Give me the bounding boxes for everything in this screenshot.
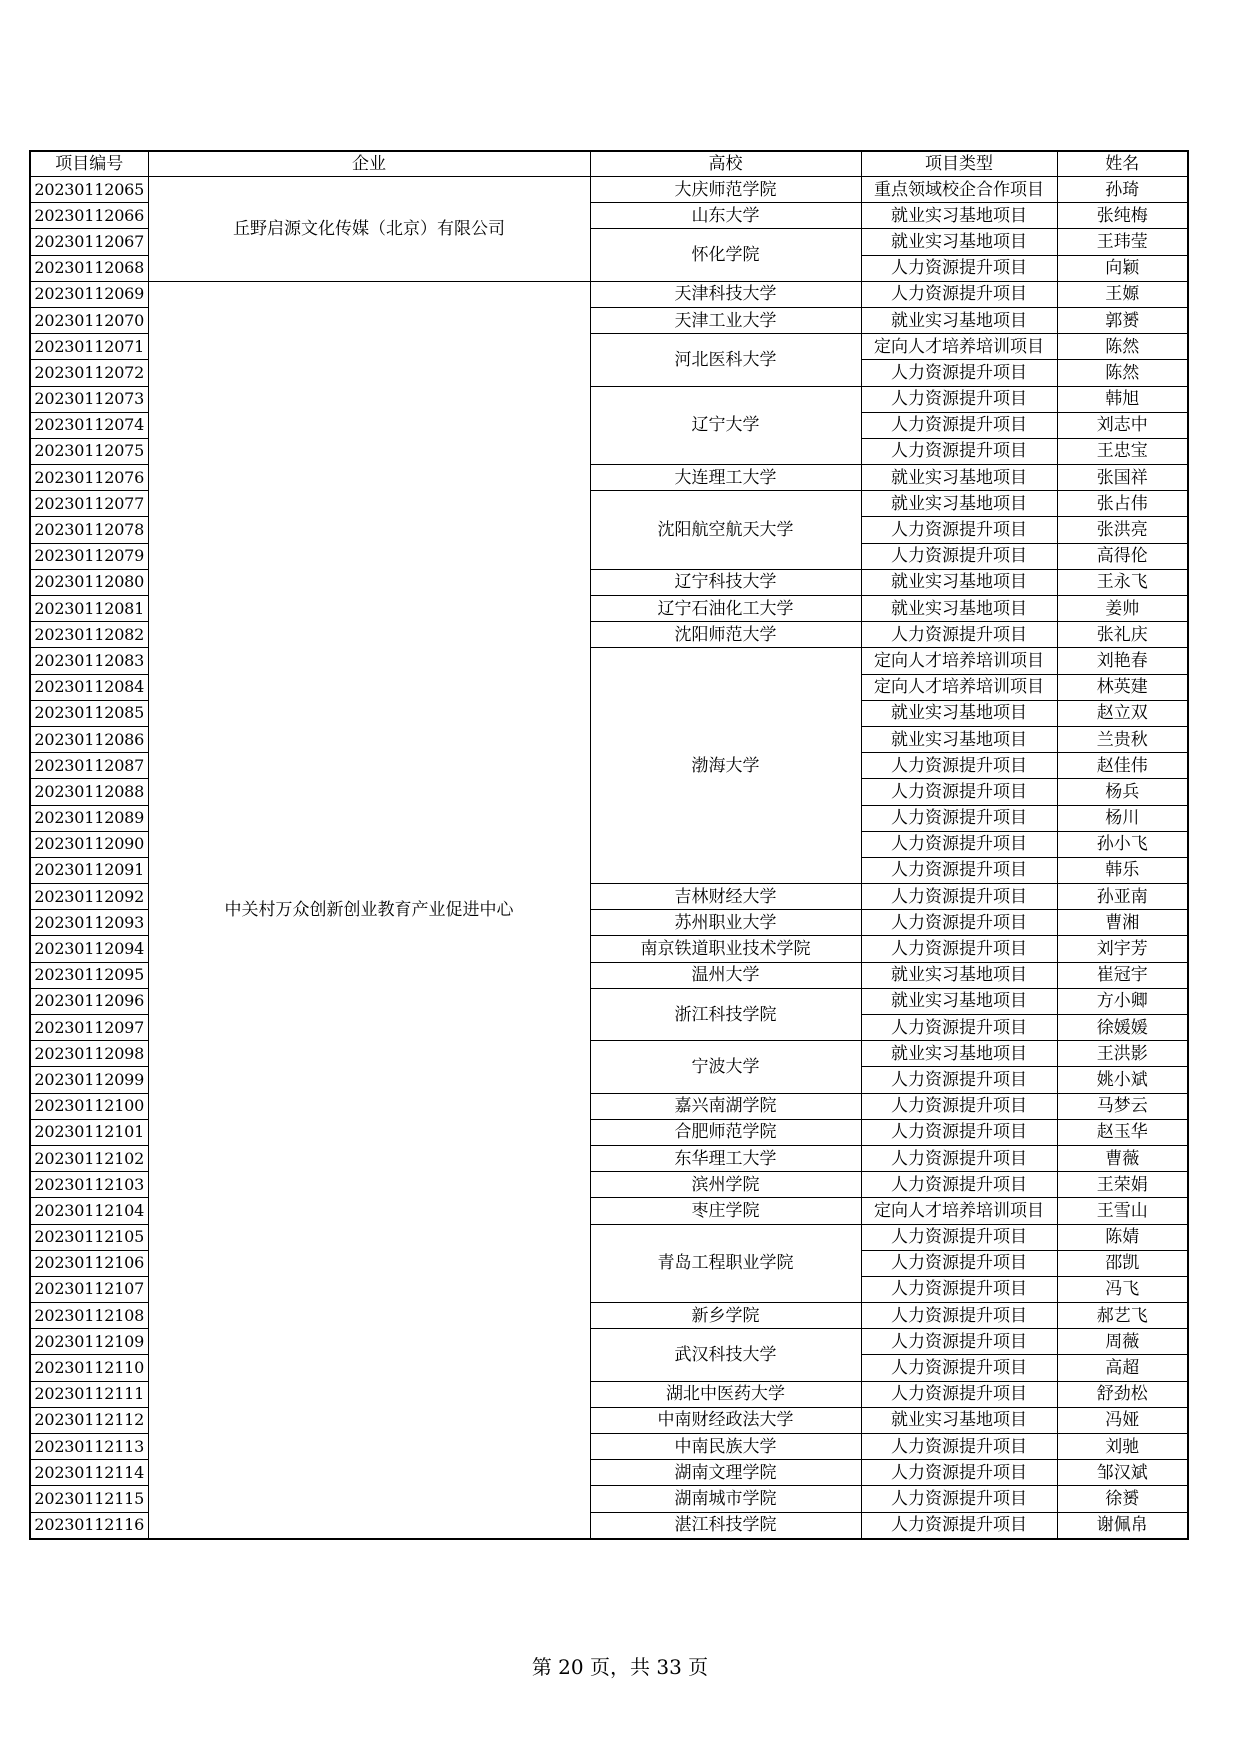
person-name-cell: 向颖 — [1057, 255, 1188, 281]
project-id-cell: 20230112086 — [30, 726, 148, 752]
project-type-cell: 人力资源提升项目 — [861, 281, 1057, 307]
university-cell: 中南财经政法大学 — [590, 1407, 861, 1433]
project-id-cell: 20230112105 — [30, 1224, 148, 1250]
project-type-cell: 人力资源提升项目 — [861, 884, 1057, 910]
person-name-cell: 舒劲松 — [1057, 1381, 1188, 1407]
university-cell: 河北医科大学 — [590, 334, 861, 386]
university-cell: 渤海大学 — [590, 648, 861, 884]
university-cell: 武汉科技大学 — [590, 1329, 861, 1381]
person-name-cell: 曹湘 — [1057, 910, 1188, 936]
project-id-cell: 20230112082 — [30, 622, 148, 648]
university-cell: 辽宁大学 — [590, 386, 861, 465]
project-id-cell: 20230112067 — [30, 229, 148, 255]
person-name-cell: 赵佳伟 — [1057, 753, 1188, 779]
person-name-cell: 冯飞 — [1057, 1276, 1188, 1302]
project-type-cell: 人力资源提升项目 — [861, 1119, 1057, 1145]
person-name-cell: 张纯梅 — [1057, 203, 1188, 229]
page-footer: 第 20 页，共 33 页 — [531, 1655, 709, 1679]
university-cell: 青岛工程职业学院 — [590, 1224, 861, 1303]
project-type-cell: 人力资源提升项目 — [861, 1486, 1057, 1512]
person-name-cell: 郝艺飞 — [1057, 1303, 1188, 1329]
project-type-cell: 人力资源提升项目 — [861, 255, 1057, 281]
project-id-cell: 20230112116 — [30, 1512, 148, 1539]
person-name-cell: 韩乐 — [1057, 857, 1188, 883]
project-id-cell: 20230112113 — [30, 1434, 148, 1460]
person-name-cell: 王雪山 — [1057, 1198, 1188, 1224]
project-id-cell: 20230112076 — [30, 465, 148, 491]
project-type-cell: 人力资源提升项目 — [861, 753, 1057, 779]
person-name-cell: 陈然 — [1057, 360, 1188, 386]
person-name-cell: 杨兵 — [1057, 779, 1188, 805]
project-type-cell: 人力资源提升项目 — [861, 1224, 1057, 1250]
project-id-cell: 20230112079 — [30, 543, 148, 569]
project-id-cell: 20230112099 — [30, 1067, 148, 1093]
project-id-cell: 20230112083 — [30, 648, 148, 674]
project-id-cell: 20230112066 — [30, 203, 148, 229]
project-type-cell: 人力资源提升项目 — [861, 1093, 1057, 1119]
person-name-cell: 邹汉斌 — [1057, 1460, 1188, 1486]
project-type-cell: 就业实习基地项目 — [861, 700, 1057, 726]
project-type-cell: 人力资源提升项目 — [861, 1276, 1057, 1302]
project-id-cell: 20230112101 — [30, 1119, 148, 1145]
project-id-cell: 20230112078 — [30, 517, 148, 543]
person-name-cell: 王嫄 — [1057, 281, 1188, 307]
header-person-name: 姓名 — [1057, 151, 1188, 177]
project-id-cell: 20230112096 — [30, 988, 148, 1014]
project-type-cell: 人力资源提升项目 — [861, 1329, 1057, 1355]
person-name-cell: 杨川 — [1057, 805, 1188, 831]
project-id-cell: 20230112065 — [30, 177, 148, 203]
project-id-cell: 20230112092 — [30, 884, 148, 910]
project-id-cell: 20230112071 — [30, 334, 148, 360]
project-type-cell: 就业实习基地项目 — [861, 1407, 1057, 1433]
person-name-cell: 韩旭 — [1057, 386, 1188, 412]
university-cell: 温州大学 — [590, 962, 861, 988]
person-name-cell: 王玮莹 — [1057, 229, 1188, 255]
company-cell: 中关村万众创新创业教育产业促进中心 — [148, 281, 590, 1539]
university-cell: 东华理工大学 — [590, 1145, 861, 1171]
project-id-cell: 20230112069 — [30, 281, 148, 307]
university-cell: 新乡学院 — [590, 1303, 861, 1329]
university-cell: 枣庄学院 — [590, 1198, 861, 1224]
university-cell: 湖南城市学院 — [590, 1486, 861, 1512]
university-cell: 怀化学院 — [590, 229, 861, 281]
project-id-cell: 20230112075 — [30, 438, 148, 464]
person-name-cell: 张国祥 — [1057, 465, 1188, 491]
project-id-cell: 20230112081 — [30, 596, 148, 622]
project-type-cell: 就业实习基地项目 — [861, 229, 1057, 255]
project-id-cell: 20230112088 — [30, 779, 148, 805]
project-type-cell: 就业实习基地项目 — [861, 1041, 1057, 1067]
project-type-cell: 人力资源提升项目 — [861, 1434, 1057, 1460]
header-university: 高校 — [590, 151, 861, 177]
project-type-cell: 人力资源提升项目 — [861, 1355, 1057, 1381]
person-name-cell: 刘志中 — [1057, 412, 1188, 438]
project-id-cell: 20230112112 — [30, 1407, 148, 1433]
university-cell: 大连理工大学 — [590, 465, 861, 491]
person-name-cell: 冯娅 — [1057, 1407, 1188, 1433]
person-name-cell: 高得伦 — [1057, 543, 1188, 569]
project-id-cell: 20230112107 — [30, 1276, 148, 1302]
project-id-cell: 20230112102 — [30, 1145, 148, 1171]
person-name-cell: 邵凯 — [1057, 1250, 1188, 1276]
university-cell: 嘉兴南湖学院 — [590, 1093, 861, 1119]
project-id-cell: 20230112074 — [30, 412, 148, 438]
university-cell: 辽宁石油化工大学 — [590, 596, 861, 622]
project-id-cell: 20230112095 — [30, 962, 148, 988]
person-name-cell: 赵玉华 — [1057, 1119, 1188, 1145]
university-cell: 滨州学院 — [590, 1172, 861, 1198]
project-type-cell: 定向人才培养培训项目 — [861, 334, 1057, 360]
project-type-cell: 定向人才培养培训项目 — [861, 674, 1057, 700]
project-id-cell: 20230112109 — [30, 1329, 148, 1355]
project-id-cell: 20230112106 — [30, 1250, 148, 1276]
project-type-cell: 人力资源提升项目 — [861, 412, 1057, 438]
project-type-cell: 人力资源提升项目 — [861, 438, 1057, 464]
project-type-cell: 人力资源提升项目 — [861, 517, 1057, 543]
project-id-cell: 20230112108 — [30, 1303, 148, 1329]
university-cell: 天津工业大学 — [590, 307, 861, 333]
company-cell: 丘野启源文化传媒（北京）有限公司 — [148, 177, 590, 282]
university-cell: 吉林财经大学 — [590, 884, 861, 910]
person-name-cell: 张礼庆 — [1057, 622, 1188, 648]
project-id-cell: 20230112098 — [30, 1041, 148, 1067]
project-type-cell: 人力资源提升项目 — [861, 1145, 1057, 1171]
project-id-cell: 20230112089 — [30, 805, 148, 831]
project-type-cell: 人力资源提升项目 — [861, 910, 1057, 936]
person-name-cell: 方小卿 — [1057, 988, 1188, 1014]
project-table — [29, 150, 1189, 1540]
project-type-cell: 人力资源提升项目 — [861, 936, 1057, 962]
project-id-cell: 20230112093 — [30, 910, 148, 936]
person-name-cell: 孙亚南 — [1057, 884, 1188, 910]
project-id-cell: 20230112111 — [30, 1381, 148, 1407]
project-type-cell: 就业实习基地项目 — [861, 491, 1057, 517]
project-id-cell: 20230112110 — [30, 1355, 148, 1381]
university-cell: 浙江科技学院 — [590, 988, 861, 1040]
person-name-cell: 周薇 — [1057, 1329, 1188, 1355]
person-name-cell: 陈然 — [1057, 334, 1188, 360]
university-cell: 宁波大学 — [590, 1041, 861, 1093]
project-type-cell: 就业实习基地项目 — [861, 307, 1057, 333]
project-id-cell: 20230112073 — [30, 386, 148, 412]
project-type-cell: 就业实习基地项目 — [861, 962, 1057, 988]
person-name-cell: 徐赟 — [1057, 1486, 1188, 1512]
university-cell: 大庆师范学院 — [590, 177, 861, 203]
header-project-id: 项目编号 — [30, 151, 148, 177]
project-type-cell: 人力资源提升项目 — [861, 622, 1057, 648]
person-name-cell: 崔冠宇 — [1057, 962, 1188, 988]
project-id-cell: 20230112115 — [30, 1486, 148, 1512]
project-type-cell: 定向人才培养培训项目 — [861, 648, 1057, 674]
person-name-cell: 徐媛媛 — [1057, 1015, 1188, 1041]
project-type-cell: 人力资源提升项目 — [861, 543, 1057, 569]
person-name-cell: 王荣娟 — [1057, 1172, 1188, 1198]
project-id-cell: 20230112077 — [30, 491, 148, 517]
person-name-cell: 张占伟 — [1057, 491, 1188, 517]
project-type-cell: 人力资源提升项目 — [861, 857, 1057, 883]
person-name-cell: 王忠宝 — [1057, 438, 1188, 464]
table-row — [30, 281, 1188, 307]
university-cell: 湛江科技学院 — [590, 1512, 861, 1539]
project-type-cell: 人力资源提升项目 — [861, 1512, 1057, 1539]
university-cell: 山东大学 — [590, 203, 861, 229]
project-type-cell: 人力资源提升项目 — [861, 1067, 1057, 1093]
project-type-cell: 人力资源提升项目 — [861, 1381, 1057, 1407]
project-id-cell: 20230112087 — [30, 753, 148, 779]
project-type-cell: 重点领域校企合作项目 — [861, 177, 1057, 203]
project-id-cell: 20230112072 — [30, 360, 148, 386]
person-name-cell: 张洪亮 — [1057, 517, 1188, 543]
table-row — [30, 177, 1188, 203]
project-id-cell: 20230112085 — [30, 700, 148, 726]
header-project-type: 项目类型 — [861, 151, 1057, 177]
university-cell: 苏州职业大学 — [590, 910, 861, 936]
person-name-cell: 谢佩帛 — [1057, 1512, 1188, 1539]
person-name-cell: 赵立双 — [1057, 700, 1188, 726]
project-id-cell: 20230112100 — [30, 1093, 148, 1119]
university-cell: 南京铁道职业技术学院 — [590, 936, 861, 962]
university-cell: 湖北中医药大学 — [590, 1381, 861, 1407]
project-type-cell: 人力资源提升项目 — [861, 1250, 1057, 1276]
project-type-cell: 人力资源提升项目 — [861, 360, 1057, 386]
project-type-cell: 就业实习基地项目 — [861, 569, 1057, 595]
person-name-cell: 马梦云 — [1057, 1093, 1188, 1119]
person-name-cell: 高超 — [1057, 1355, 1188, 1381]
person-name-cell: 刘宇芳 — [1057, 936, 1188, 962]
project-type-cell: 人力资源提升项目 — [861, 805, 1057, 831]
person-name-cell: 孙小飞 — [1057, 831, 1188, 857]
project-id-cell: 20230112084 — [30, 674, 148, 700]
university-cell: 沈阳航空航天大学 — [590, 491, 861, 570]
project-id-cell: 20230112068 — [30, 255, 148, 281]
university-cell: 沈阳师范大学 — [590, 622, 861, 648]
project-type-cell: 人力资源提升项目 — [861, 1172, 1057, 1198]
university-cell: 天津科技大学 — [590, 281, 861, 307]
project-type-cell: 人力资源提升项目 — [861, 831, 1057, 857]
person-name-cell: 孙琦 — [1057, 177, 1188, 203]
project-type-cell: 就业实习基地项目 — [861, 596, 1057, 622]
project-id-cell: 20230112104 — [30, 1198, 148, 1224]
header-company: 企业 — [148, 151, 590, 177]
project-type-cell: 就业实习基地项目 — [861, 726, 1057, 752]
project-type-cell: 人力资源提升项目 — [861, 1460, 1057, 1486]
project-type-cell: 就业实习基地项目 — [861, 465, 1057, 491]
project-id-cell: 20230112091 — [30, 857, 148, 883]
project-type-cell: 人力资源提升项目 — [861, 386, 1057, 412]
person-name-cell: 姜帅 — [1057, 596, 1188, 622]
project-id-cell: 20230112114 — [30, 1460, 148, 1486]
person-name-cell: 曹薇 — [1057, 1145, 1188, 1171]
project-type-cell: 人力资源提升项目 — [861, 1303, 1057, 1329]
project-id-cell: 20230112094 — [30, 936, 148, 962]
person-name-cell: 刘驰 — [1057, 1434, 1188, 1460]
project-id-cell: 20230112090 — [30, 831, 148, 857]
person-name-cell: 陈婧 — [1057, 1224, 1188, 1250]
project-id-cell: 20230112103 — [30, 1172, 148, 1198]
university-cell: 辽宁科技大学 — [590, 569, 861, 595]
university-cell: 合肥师范学院 — [590, 1119, 861, 1145]
project-id-cell: 20230112070 — [30, 307, 148, 333]
project-type-cell: 定向人才培养培训项目 — [861, 1198, 1057, 1224]
university-cell: 中南民族大学 — [590, 1434, 861, 1460]
header-row — [30, 151, 1188, 177]
person-name-cell: 王永飞 — [1057, 569, 1188, 595]
university-cell: 湖南文理学院 — [590, 1460, 861, 1486]
project-type-cell: 就业实习基地项目 — [861, 203, 1057, 229]
person-name-cell: 郭赟 — [1057, 307, 1188, 333]
project-id-cell: 20230112080 — [30, 569, 148, 595]
person-name-cell: 刘艳春 — [1057, 648, 1188, 674]
person-name-cell: 林英建 — [1057, 674, 1188, 700]
project-type-cell: 人力资源提升项目 — [861, 779, 1057, 805]
project-id-cell: 20230112097 — [30, 1015, 148, 1041]
project-type-cell: 就业实习基地项目 — [861, 988, 1057, 1014]
table-body — [30, 177, 1188, 1539]
person-name-cell: 姚小斌 — [1057, 1067, 1188, 1093]
person-name-cell: 兰贵秋 — [1057, 726, 1188, 752]
project-type-cell: 人力资源提升项目 — [861, 1015, 1057, 1041]
person-name-cell: 王洪影 — [1057, 1041, 1188, 1067]
